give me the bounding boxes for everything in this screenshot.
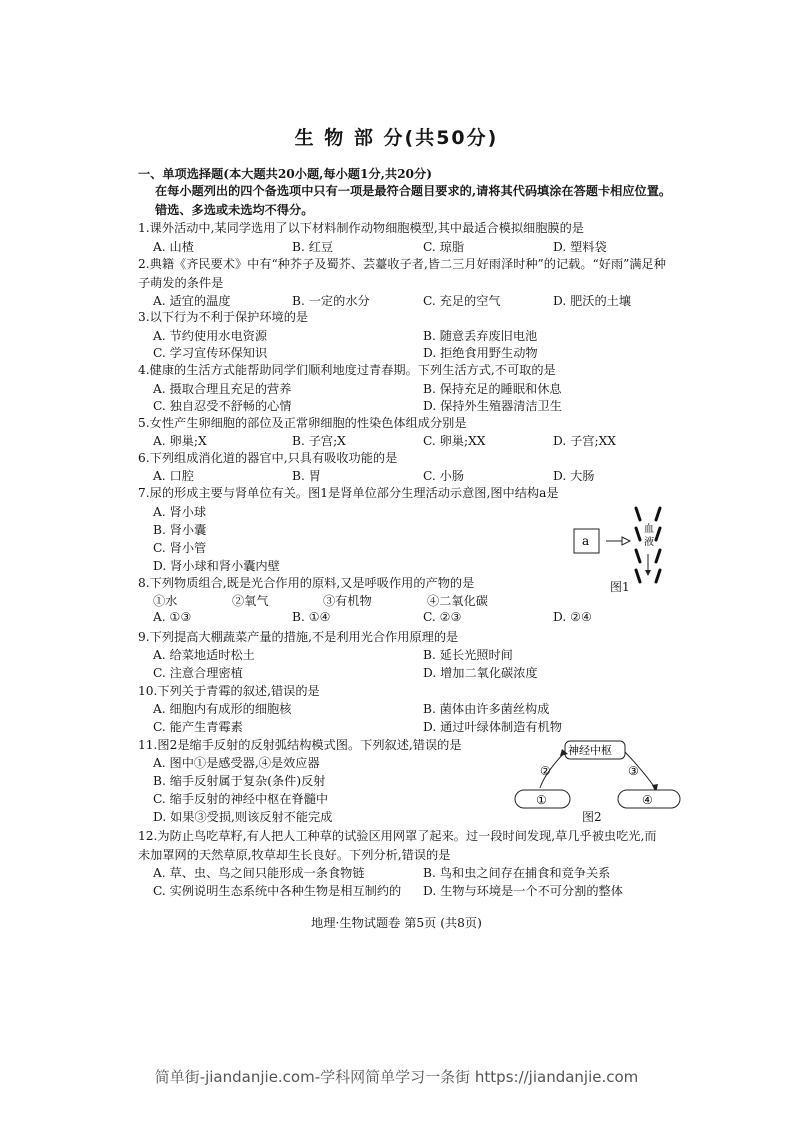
q1-option-a: A. 山楂 [153,240,194,254]
q2-option-b: B. 一定的水分 [292,294,370,308]
q5-option-d: D. 子宫;XX [553,434,616,448]
q5-option-c: C. 卵巢;XX [423,434,486,448]
q11-option-b: B. 缩手反射属于复杂(条件)反射 [153,774,326,788]
q8-item-2: ②氧气 [232,594,269,608]
q3-option-a: A. 节约使用水电资源 [153,329,268,343]
question-11-stem: 11.图2是缩手反射的反射弧结构模式图。下列叙述,错误的是 [138,738,462,752]
q3-option-c: C. 学习宣传环保知识 [153,346,268,360]
q10-option-d: D. 通过叶绿体制造有机物 [423,720,562,734]
q4-option-a: A. 摄取合理且充足的营养 [153,382,292,396]
figure-2-n1: ① [536,793,547,807]
q6-option-d: D. 大肠 [553,469,595,483]
q1-option-d: D. 塑料袋 [553,240,607,254]
question-1-stem: 1.课外活动中,某同学选用了以下材料制作动物细胞模型,其中最适合模拟细胞膜的是 [138,221,584,235]
question-8-stem: 8.下列物质组合,既是光合作用的原料,又是呼吸作用的产物的是 [138,576,475,590]
figure-2-caption: 图2 [582,810,602,824]
q8-option-c: C. ②③ [423,610,462,624]
q8-item-1: ①水 [153,594,178,608]
q8-item-4: ④二氧化碳 [427,594,488,608]
q7-option-c: C. 肾小管 [153,541,207,555]
q10-option-c: C. 能产生青霉素 [153,720,243,734]
q9-option-d: D. 增加二氧化碳浓度 [423,666,538,680]
q12-option-a: A. 草、虫、鸟之间只能形成一条食物链 [153,866,365,880]
q4-option-d: D. 保持外生殖器清洁卫生 [423,399,562,413]
question-4-stem: 4.健康的生活方式能帮助同学们顺利地度过青春期。下列生活方式,不可取的是 [138,363,556,377]
q7-option-b: B. 肾小囊 [153,523,207,537]
question-5-stem: 5.女性产生卵细胞的部位及正常卵细胞的性染色体组成分别是 [138,416,467,430]
watermark-link[interactable]: 简单街-jiandanjie.com-学科网简单学习一条街 https://jiandanjie.com [154,1068,639,1086]
q10-option-a: A. 细胞内有成形的细胞核 [153,702,292,716]
q12-option-d: D. 生物与环境是一个不可分割的整体 [423,884,623,898]
q6-option-a: A. 口腔 [153,469,194,483]
q8-option-d: D. ②④ [553,610,592,624]
figure-2-center: 神经中枢 [568,744,612,757]
q7-option-a: A. 肾小球 [153,505,207,519]
figure-2-n2: ② [540,764,551,778]
q5-option-b: B. 子宫;X [292,434,346,448]
q11-option-a: A. 图中①是感受器,④是效应器 [153,756,320,770]
figure-1-side-label-2: 液 [644,537,654,548]
question-9-stem: 9.下列提高大棚蔬菜产量的措施,不是利用光合作用原理的是 [138,630,459,644]
q2-option-c: C. 充足的空气 [423,294,501,308]
question-10-stem: 10.下列关于青霉的叙述,错误的是 [138,684,320,698]
q5-option-a: A. 卵巢;X [153,434,207,448]
q3-option-b: B. 随意丢弃废旧电池 [423,329,538,343]
page-footer: 地理·生物试题卷 第5页 (共8页) [311,916,482,930]
q9-option-b: B. 延长光照时间 [423,648,513,662]
q6-option-b: B. 胃 [292,469,321,483]
q6-option-c: C. 小肠 [423,469,465,483]
figure-1-side-label-1: 血 [644,524,654,535]
question-7-stem: 7.尿的形成主要与肾单位有关。图1是肾单位部分生理活动示意图,图中结构a是 [138,486,559,500]
page-title: 生 物 部 分(共50分) [294,127,499,149]
q2-option-a: A. 适宜的温度 [153,294,231,308]
q4-option-c: C. 独自忍受不舒畅的心情 [153,399,292,413]
q10-option-b: B. 菌体由许多菌丝构成 [423,702,550,716]
q4-option-b: B. 保持充足的睡眠和休息 [423,382,562,396]
q2-option-d: D. 肥沃的土壤 [553,294,632,308]
question-12-stem: 12.为防止鸟吃草籽,有人把人工种草的试验区用网罩了起来。过一段时间发现,草几乎被虫吃光,而未加罩网的天然草原,牧草却生长良好。下列分析,错误的是 [138,829,657,862]
q12-option-c: C. 实例说明生态系统中各种生物是相互制约的 [153,884,402,898]
q7-option-d: D. 肾小球和肾小囊内壁 [153,559,280,573]
q8-option-b: B. ①④ [292,610,331,624]
figure-1-caption: 图1 [610,580,630,594]
q11-option-d: D. 如果③受损,则该反射不能完成 [153,810,333,824]
section-instruction: 在每小题列出的四个备选项中只有一项是最符合题目要求的,请将其代码填涂在答题卡相应位置。错选、多选或未选均不得分。 [155,184,672,217]
figure-2 [510,738,690,828]
q3-option-d: D. 拒绝食用野生动物 [423,346,538,360]
q1-option-b: B. 红豆 [292,240,334,254]
figure-2-n4: ④ [642,793,653,807]
question-3-stem: 3.以下行为不利于保护环境的是 [138,310,309,324]
q8-item-3: ③有机物 [323,594,372,608]
figure-1-box-label: a [582,534,590,548]
q12-option-b: B. 鸟和虫之间存在捕食和竞争关系 [423,866,611,880]
q9-option-c: C. 注意合理密植 [153,666,243,680]
q9-option-a: A. 给菜地适时松土 [153,648,255,662]
q8-option-a: A. ①③ [153,610,192,624]
q11-option-c: C. 缩手反射的神经中枢在脊髓中 [153,792,329,806]
section-heading: 一、单项选择题(本大题共20小题,每小题1分,共20分) [138,167,432,181]
question-2-stem: 2.典籍《齐民要术》中有“种芥子及蜀芥、芸薹收子者,皆二三月好雨泽时种”的记载。“好雨”满足种子萌发的条件是 [138,257,666,290]
question-6-stem: 6.下列组成消化道的器官中,只具有吸收功能的是 [138,451,398,465]
figure-2-n3: ③ [628,764,639,778]
q1-option-c: C. 琼脂 [423,240,465,254]
